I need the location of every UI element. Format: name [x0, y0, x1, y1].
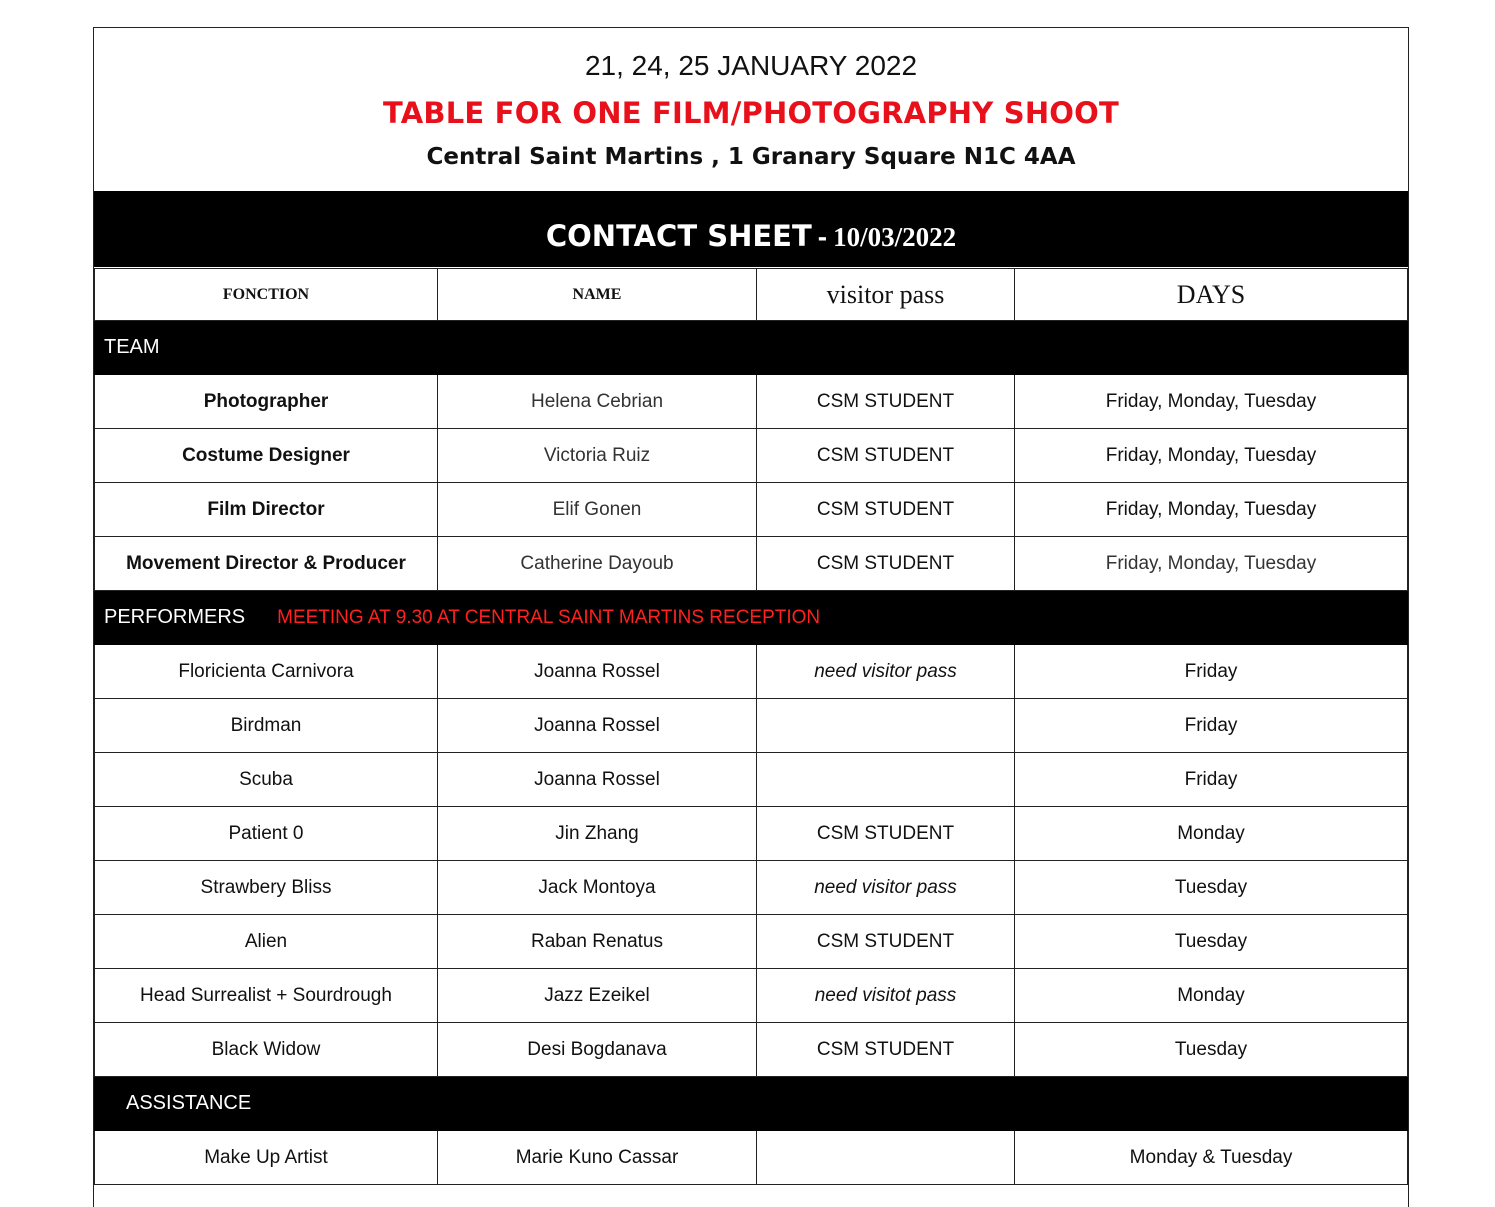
- contact-sheet-banner: [94, 191, 1408, 267]
- pass-cell: CSM STUDENT: [757, 807, 1015, 861]
- days-cell: Friday, Monday, Tuesday: [1015, 429, 1408, 483]
- table-row: [95, 1131, 1408, 1185]
- role-cell: Movement Director & Producer: [95, 537, 438, 591]
- section-label: PERFORMERS: [104, 606, 246, 628]
- role-cell: Costume Designer: [95, 429, 438, 483]
- column-header-name: NAME: [438, 269, 757, 321]
- pass-cell: need visitot pass: [757, 969, 1015, 1023]
- column-header-days: DAYS: [1015, 269, 1408, 321]
- table-row: [95, 807, 1408, 861]
- name-cell: Desi Bogdanava: [438, 1023, 757, 1077]
- table-row: [95, 645, 1408, 699]
- name-cell: Raban Renatus: [438, 915, 757, 969]
- role-cell: Photographer: [95, 375, 438, 429]
- role-cell: Patient 0: [95, 807, 438, 861]
- section-performers: [95, 591, 1408, 645]
- section-team: [95, 321, 1408, 375]
- name-cell: Elif Gonen: [438, 483, 757, 537]
- column-header-fonction: FONCTION: [95, 269, 438, 321]
- role-cell: Floricienta Carnivora: [95, 645, 438, 699]
- table-row: [95, 375, 1408, 429]
- name-cell: Marie Kuno Cassar: [438, 1131, 757, 1185]
- pass-cell: CSM STUDENT: [757, 483, 1015, 537]
- days-cell: Friday: [1015, 753, 1408, 807]
- section-assistance: [95, 1077, 1408, 1131]
- days-cell: Tuesday: [1015, 1023, 1408, 1077]
- pass-cell: need visitor pass: [757, 861, 1015, 915]
- pass-cell: CSM STUDENT: [757, 915, 1015, 969]
- name-cell: Joanna Rossel: [438, 753, 757, 807]
- banner-separator: -: [817, 221, 828, 252]
- contact-sheet: [93, 27, 1409, 1207]
- days-cell: Friday, Monday, Tuesday: [1015, 537, 1408, 591]
- shoot-address: Central Saint Martins , 1 Granary Square N1C 4AA: [426, 144, 1076, 170]
- section-label: ASSISTANCE: [126, 1092, 252, 1114]
- banner-date: 10/03/2022: [833, 222, 957, 252]
- table-row: [95, 969, 1408, 1023]
- column-header-visitor-pass: visitor pass: [757, 269, 1015, 321]
- role-cell: Strawbery Bliss: [95, 861, 438, 915]
- pass-cell: CSM STUDENT: [757, 1023, 1015, 1077]
- shoot-dates: 21, 24, 25 JANUARY 2022: [584, 50, 918, 81]
- days-cell: Friday: [1015, 699, 1408, 753]
- pass-cell: [757, 699, 1015, 753]
- table-row: [95, 861, 1408, 915]
- pass-cell: need visitor pass: [757, 645, 1015, 699]
- role-cell: Scuba: [95, 753, 438, 807]
- shoot-title: TABLE FOR ONE FILM/PHOTOGRAPHY SHOOT: [383, 96, 1119, 130]
- days-cell: Tuesday: [1015, 861, 1408, 915]
- section-label: TEAM: [104, 336, 160, 358]
- days-cell: Friday: [1015, 645, 1408, 699]
- table-row: [95, 1023, 1408, 1077]
- banner-label: CONTACT SHEET: [545, 219, 812, 253]
- role-cell: Alien: [95, 915, 438, 969]
- name-cell: Catherine Dayoub: [438, 537, 757, 591]
- name-cell: Jack Montoya: [438, 861, 757, 915]
- table-row: [95, 429, 1408, 483]
- table-row: [95, 537, 1408, 591]
- pass-cell: CSM STUDENT: [757, 375, 1015, 429]
- name-cell: Joanna Rossel: [438, 645, 757, 699]
- pass-cell: [757, 753, 1015, 807]
- role-cell: Film Director: [95, 483, 438, 537]
- name-cell: Victoria Ruiz: [438, 429, 757, 483]
- role-cell: Black Widow: [95, 1023, 438, 1077]
- days-cell: Monday: [1015, 807, 1408, 861]
- name-cell: Jin Zhang: [438, 807, 757, 861]
- table-row: [95, 915, 1408, 969]
- name-cell: Jazz Ezeikel: [438, 969, 757, 1023]
- name-cell: Joanna Rossel: [438, 699, 757, 753]
- pass-cell: [757, 1131, 1015, 1185]
- name-cell: Helena Cebrian: [438, 375, 757, 429]
- days-cell: Tuesday: [1015, 915, 1408, 969]
- meeting-note: MEETING AT 9.30 AT CENTRAL SAINT MARTINS RECEPTION: [277, 607, 821, 628]
- role-cell: Make Up Artist: [95, 1131, 438, 1185]
- table-row: [95, 699, 1408, 753]
- days-cell: Monday: [1015, 969, 1408, 1023]
- column-header-row: [95, 269, 1408, 321]
- days-cell: Friday, Monday, Tuesday: [1015, 375, 1408, 429]
- table-row: [95, 753, 1408, 807]
- role-cell: Birdman: [95, 699, 438, 753]
- pass-cell: CSM STUDENT: [757, 537, 1015, 591]
- days-cell: Friday, Monday, Tuesday: [1015, 483, 1408, 537]
- table-row: [95, 483, 1408, 537]
- pass-cell: CSM STUDENT: [757, 429, 1015, 483]
- role-cell: Head Surrealist + Sourdrough: [95, 969, 438, 1023]
- days-cell: Monday & Tuesday: [1015, 1131, 1408, 1185]
- contact-table: [94, 268, 1408, 1185]
